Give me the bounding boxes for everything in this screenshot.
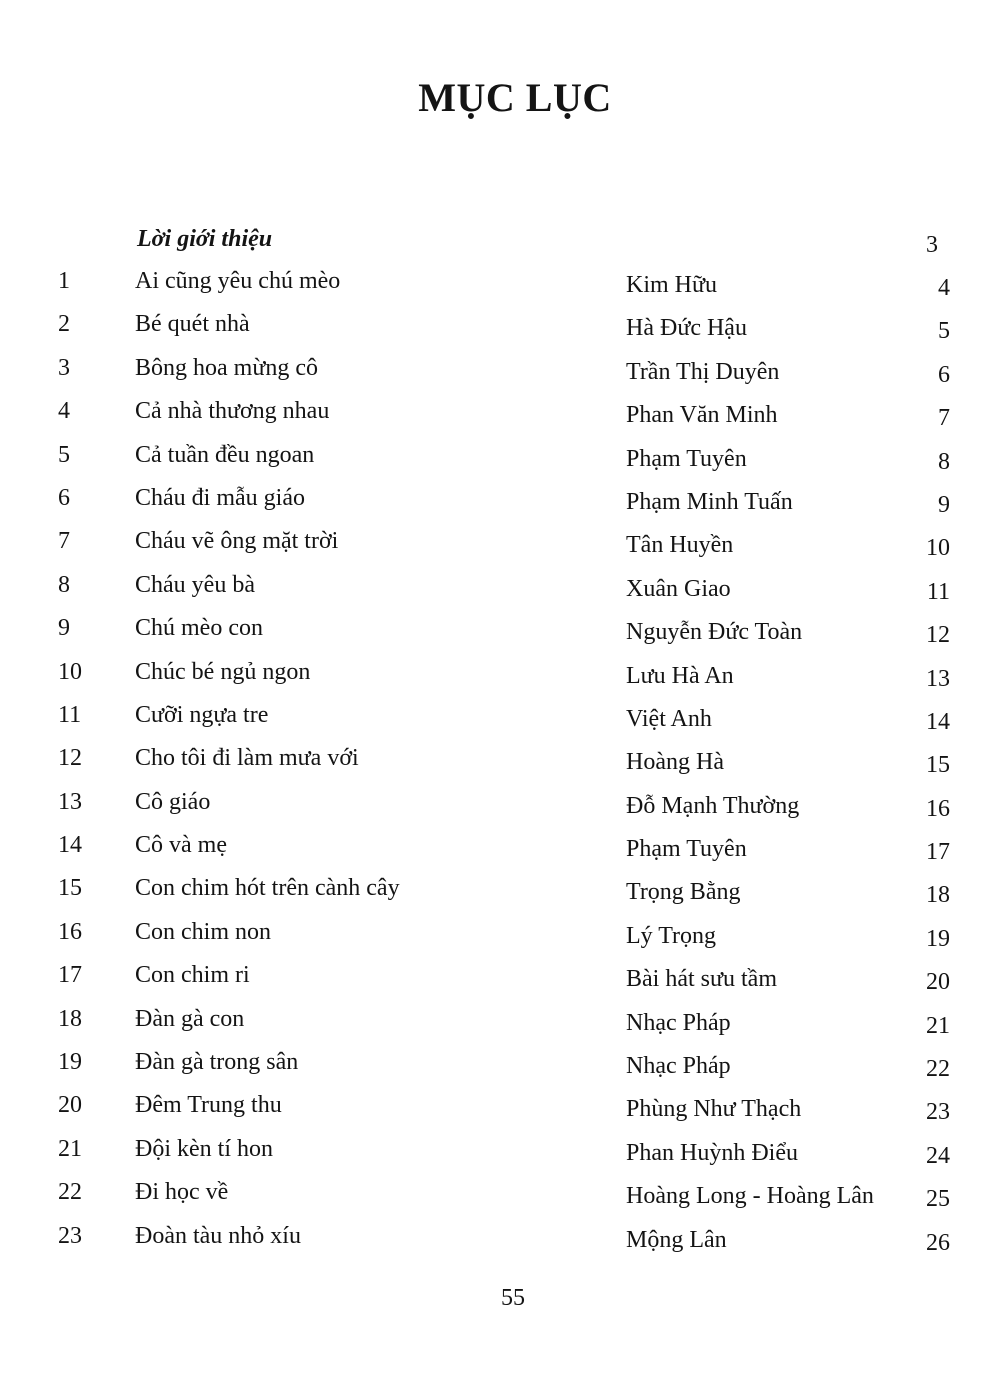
entry-number: 11 xyxy=(58,701,82,728)
entry-page: 11 xyxy=(926,578,950,605)
song-title: Đoàn tàu nhỏ xíu xyxy=(135,1222,301,1249)
song-title: Chúc bé ngủ ngon xyxy=(135,658,311,685)
toc-entry xyxy=(0,1134,1000,1177)
entry-number: 10 xyxy=(58,658,82,685)
toc-entry xyxy=(0,787,1000,830)
song-title: Cả tuần đều ngoan xyxy=(135,441,315,468)
entry-number: 16 xyxy=(58,918,82,945)
song-title: Cho tôi đi làm mưa với xyxy=(135,745,359,772)
song-title: Đêm Trung thu xyxy=(135,1092,282,1119)
entry-page: 4 xyxy=(938,275,950,301)
toc-entry xyxy=(0,266,1000,309)
song-author: Phạm Minh Tuấn xyxy=(626,488,793,515)
entry-page: 20 xyxy=(926,969,950,996)
entry-page: 18 xyxy=(926,882,950,909)
entry-number: 21 xyxy=(58,1135,82,1162)
entry-page: 22 xyxy=(926,1056,950,1083)
toc-entry xyxy=(0,743,1000,786)
toc-entry xyxy=(0,1047,1000,1090)
entry-number: 1 xyxy=(58,268,70,294)
song-author: Phạm Tuyên xyxy=(626,445,747,472)
toc-entry xyxy=(0,700,1000,743)
entry-page: 13 xyxy=(926,665,950,692)
song-title: Bông hoa mừng cô xyxy=(135,354,318,381)
song-author: Bài hát sưu tầm xyxy=(626,966,777,993)
toc-entry xyxy=(0,1090,1000,1133)
song-author: Lý Trọng xyxy=(626,922,717,949)
toc-entry xyxy=(0,309,1000,352)
song-title: Đi học về xyxy=(135,1179,229,1206)
song-title: Cháu vẽ ông mặt trời xyxy=(135,528,339,555)
entry-page: 16 xyxy=(926,795,950,822)
song-title: Cưỡi ngựa tre xyxy=(135,701,269,728)
song-author: Phùng Như Thạch xyxy=(626,1096,802,1123)
entry-page: 14 xyxy=(926,708,950,735)
toc-entry xyxy=(0,353,1000,396)
entry-number: 20 xyxy=(58,1092,82,1119)
toc-entry xyxy=(0,657,1000,700)
entry-page: 12 xyxy=(926,622,950,649)
entry-page: 21 xyxy=(926,1012,950,1039)
entry-page: 25 xyxy=(926,1186,950,1213)
song-author: Nguyễn Đức Toàn xyxy=(626,619,803,646)
song-author: Trọng Bằng xyxy=(626,879,741,906)
song-title: Đàn gà con xyxy=(135,1005,245,1032)
song-author: Xuân Giao xyxy=(626,575,731,602)
entry-page: 5 xyxy=(938,318,950,345)
song-author: Đỗ Mạnh Thường xyxy=(626,792,800,819)
song-author: Trần Thị Duyên xyxy=(626,358,780,385)
song-title: Con chim hót trên cành cây xyxy=(135,875,400,902)
toc-entry xyxy=(0,1221,1000,1264)
song-author: Phạm Tuyên xyxy=(626,836,747,863)
entry-number: 4 xyxy=(58,398,70,425)
entry-page: 15 xyxy=(926,752,950,779)
song-title: Chú mèo con xyxy=(135,615,263,642)
toc-entry xyxy=(0,917,1000,960)
intro-page-number: 3 xyxy=(926,232,938,258)
entry-number: 22 xyxy=(58,1179,82,1206)
song-author: Phan Văn Minh xyxy=(626,402,778,429)
toc-entry xyxy=(0,830,1000,873)
entry-number: 17 xyxy=(58,962,82,989)
entry-number: 15 xyxy=(58,875,82,902)
entry-number: 3 xyxy=(58,354,70,381)
page-number: 55 xyxy=(501,1285,525,1311)
song-author: Hà Đức Hậu xyxy=(626,315,747,342)
song-title: Ai cũng yêu chú mèo xyxy=(135,268,341,294)
entry-number: 6 xyxy=(58,484,70,511)
entry-number: 23 xyxy=(58,1222,82,1249)
entry-page: 19 xyxy=(926,925,950,952)
song-author: Lưu Hà An xyxy=(626,662,734,689)
entry-number: 13 xyxy=(58,788,82,815)
song-title: Cô và mẹ xyxy=(135,832,227,859)
entry-number: 2 xyxy=(58,311,70,338)
entry-number: 7 xyxy=(58,528,70,555)
entry-page: 26 xyxy=(926,1229,950,1256)
entry-number: 9 xyxy=(58,615,70,642)
entry-page: 17 xyxy=(926,839,950,866)
song-author: Việt Anh xyxy=(626,705,712,732)
entry-page: 9 xyxy=(938,491,950,518)
toc-entry xyxy=(0,396,1000,439)
song-title: Con chim non xyxy=(135,918,271,945)
song-author: Mộng Lân xyxy=(626,1226,727,1253)
song-author: Hoàng Hà xyxy=(626,749,724,776)
toc-entry xyxy=(0,1177,1000,1220)
entry-number: 19 xyxy=(58,1049,82,1076)
toc-entry xyxy=(0,960,1000,1003)
song-author: Phan Huỳnh Điểu xyxy=(626,1139,798,1166)
toc-entry xyxy=(0,570,1000,613)
song-title: Bé quét nhà xyxy=(135,311,250,338)
song-title: Cháu đi mẫu giáo xyxy=(135,484,305,511)
song-title: Đội kèn tí hon xyxy=(135,1135,273,1162)
entry-number: 5 xyxy=(58,441,70,468)
table-of-contents xyxy=(0,266,1000,1264)
song-title: Cháu yêu bà xyxy=(135,571,255,598)
song-author: Tân Huyền xyxy=(626,532,734,559)
toc-entry xyxy=(0,873,1000,916)
song-title: Cô giáo xyxy=(135,788,211,815)
entry-number: 18 xyxy=(58,1005,82,1032)
intro-label: Lời giới thiệu xyxy=(137,226,273,252)
toc-entry xyxy=(0,613,1000,656)
song-author: Nhạc Pháp xyxy=(626,1053,731,1080)
song-author: Kim Hữu xyxy=(626,272,718,298)
page-title: MỤC LỤC xyxy=(418,75,612,120)
entry-number: 8 xyxy=(58,571,70,598)
song-title: Con chim ri xyxy=(135,962,250,989)
toc-entry xyxy=(0,483,1000,526)
entry-page: 23 xyxy=(926,1099,950,1126)
entry-page: 7 xyxy=(938,405,950,432)
entry-number: 14 xyxy=(58,832,82,859)
toc-entry xyxy=(0,1004,1000,1047)
entry-page: 8 xyxy=(938,448,950,475)
toc-entry xyxy=(0,440,1000,483)
entry-page: 24 xyxy=(926,1142,950,1169)
entry-page: 10 xyxy=(926,535,950,562)
song-title: Đàn gà trong sân xyxy=(135,1049,299,1076)
entry-page: 6 xyxy=(938,361,950,388)
song-title: Cả nhà thương nhau xyxy=(135,398,330,425)
song-author: Nhạc Pháp xyxy=(626,1009,731,1036)
song-author: Hoàng Long - Hoàng Lân xyxy=(626,1183,874,1210)
toc-entry xyxy=(0,526,1000,569)
entry-number: 12 xyxy=(58,745,82,772)
